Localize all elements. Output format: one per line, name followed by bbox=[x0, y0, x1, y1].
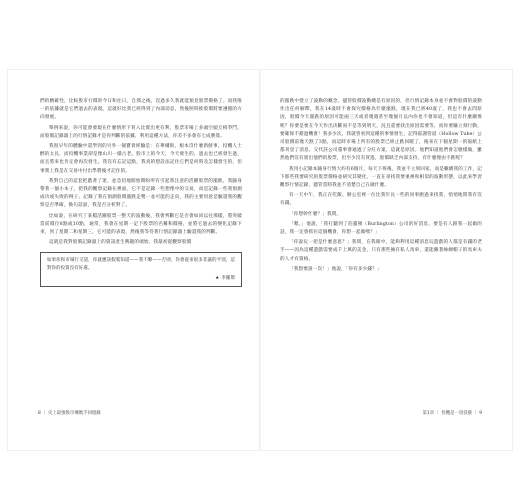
left-page-footer: 8 ｜ 史上最強股市傳媽手回憶錄 bbox=[38, 411, 101, 416]
star-icon: ★ bbox=[215, 275, 220, 281]
paragraph: 這就是我對股價記錄器上的資訊產生興趣的端始。我最初從觀察股價 bbox=[49, 240, 192, 246]
paragraph: 們的精確性，比較股市行價的今日和往日，自那之後，沒過多久我就能預見股票價格了。而我唯一的依據就是它們過去的表現，這就好比我已經得到了內部消息，然後照時推股價將要遵循的方向發展。 bbox=[40, 99, 242, 121]
paragraph: 比如說，在研究了某檔活躍股票一整天的波動後，我會判斷它是否會如同以往那樣，將突破當前價位8點或10點，通常，我會在星期一記下股票的名稱和價格，並將它過去的變化記錄下來，到了星期二和星期三，它可能的表現，然後我等待著行情記錄器上驗證我的判斷。 bbox=[40, 213, 242, 236]
paragraph: 「你說玩一把是什麼意思？」我問，在我眼中，能夠利用這種消息玩遊戲的人都是有錢的老手——因為這種遊戲需要成千上萬的美金，只有那些擁有私人馬車，還能戴著絲綢帽子的馬車夫的人才有資格。 bbox=[280, 240, 482, 262]
quote-attribution bbox=[47, 275, 235, 283]
book-spread bbox=[8, 70, 512, 450]
quote-text: 如果你和市場行交道，你就應該假裝知道——我不瞭——否則，你會從來很多非議的平別，這對你的投資沒有好處。 bbox=[47, 258, 235, 272]
right-page bbox=[280, 98, 482, 276]
paragraph: 我對自己的這套把戲著了迷，並急切地開始期盼所有引起我注意的活躍股票的漲跌，我隨身帶著一個小本子，把我的觀察記錄在裡面，它不是記錄一些想像中的交易，而是記錄一些我預測成功或失敗的例子。記錄了我在預測股價漲跌走勢一並可能的走向，我的主要用意是驗證我的觀察是否準確，換句話說，我是否分析對了。 bbox=[40, 178, 242, 209]
paragraph: 我用小記錄本隨身行情大約有6個月，每天下班後，我並不立刻回家，而是繼續我的工作，記下那些我要研究的股票價格並研究其變化，一直在尋找我要重複和相似的波動形態，以此來學習觀察行情記錄，儘管當時我並不清楚自己在做什麼。 bbox=[280, 166, 482, 189]
paragraph: 「嗯，」他說，「我打聽到了伯靈頓（Burlington）公司的好消息，要是有人跟我一起做的話，我一定會抓住這個機會，你想一起做嗎？」 bbox=[280, 221, 482, 236]
page-gutter bbox=[259, 70, 261, 450]
paragraph: 「你想幹什麼？」我問。 bbox=[289, 211, 342, 217]
quote-author: 李羅斯 bbox=[221, 275, 235, 281]
paragraph: 我很早年的體驗中還學到的另外一個寶貴經驗是：在華爾街，根本沒什麼新鮮事，投機人士醉的太長，而投機事業卻是像山川一樣古老。股市上的今天，今天發生的，過去也已經發生過，而且將來也肯定會再次發生。我沒有忘記這點，我真的想設法記住它們是何時及怎樣發生的，但事實上我是在交易中付出學費後才記住的。 bbox=[40, 144, 242, 174]
paragraph: 「我想要說一次！」他說，「你有多少錢？」 bbox=[289, 266, 382, 272]
left-page bbox=[40, 98, 242, 287]
paragraph: 的漲跌中建立了波動的概念，儘管股價波動總是有原因的，但行情記錄本身並不會對股價的波動作出任何解釋，我在14歲時不會探究價格為什麼漲跌，現在我已經40歲了，我也不會去問原因，股價今天漲跌的原因可能兩三天或者幾週甚至幾個月以內你也不會知道，但這有什麼關係呢？你要是要在今天作出決斷而不是等到明天，況且還要找出原因需要等，而你要賺立刻行動，要確保不錯過機會！我多少次，我就曾看到這種的事情發生，記得霍謝管道（Hollow Tube）公司股價前幾天跌了3點，而這時市場上所有的股票已經止跌回暖了，後來在下個星期一的報紙上都刊登了消息，交代該公司董事會通過了分紅方案，這就是原因。他們知道他們會怎麼樣做，雖然他們沒有賣出他們的股票，但至少沒有買進，股價缺乏內部支持，有什麼理由不跌呢？ bbox=[280, 99, 482, 162]
paragraph: 有一天中午，我正在吃飯，辦公室裡一位比我年長一些的同事跑過來找我，悄悄地問我有沒有錢。 bbox=[280, 193, 482, 207]
right-page-footer: 第1章 ｜ 投機是一項技藝 ｜ 9 bbox=[422, 411, 482, 416]
quote-box bbox=[40, 252, 242, 287]
paragraph: 舉例來說，你可能會發現在什麼情形下買入比賣出更有利，股票市場上多頭空頭互相爭鬥，而股價記錄器上的行情記錄才是你判斷的依據，利用這種方法，你差不多會有七成勝算。 bbox=[40, 125, 242, 139]
